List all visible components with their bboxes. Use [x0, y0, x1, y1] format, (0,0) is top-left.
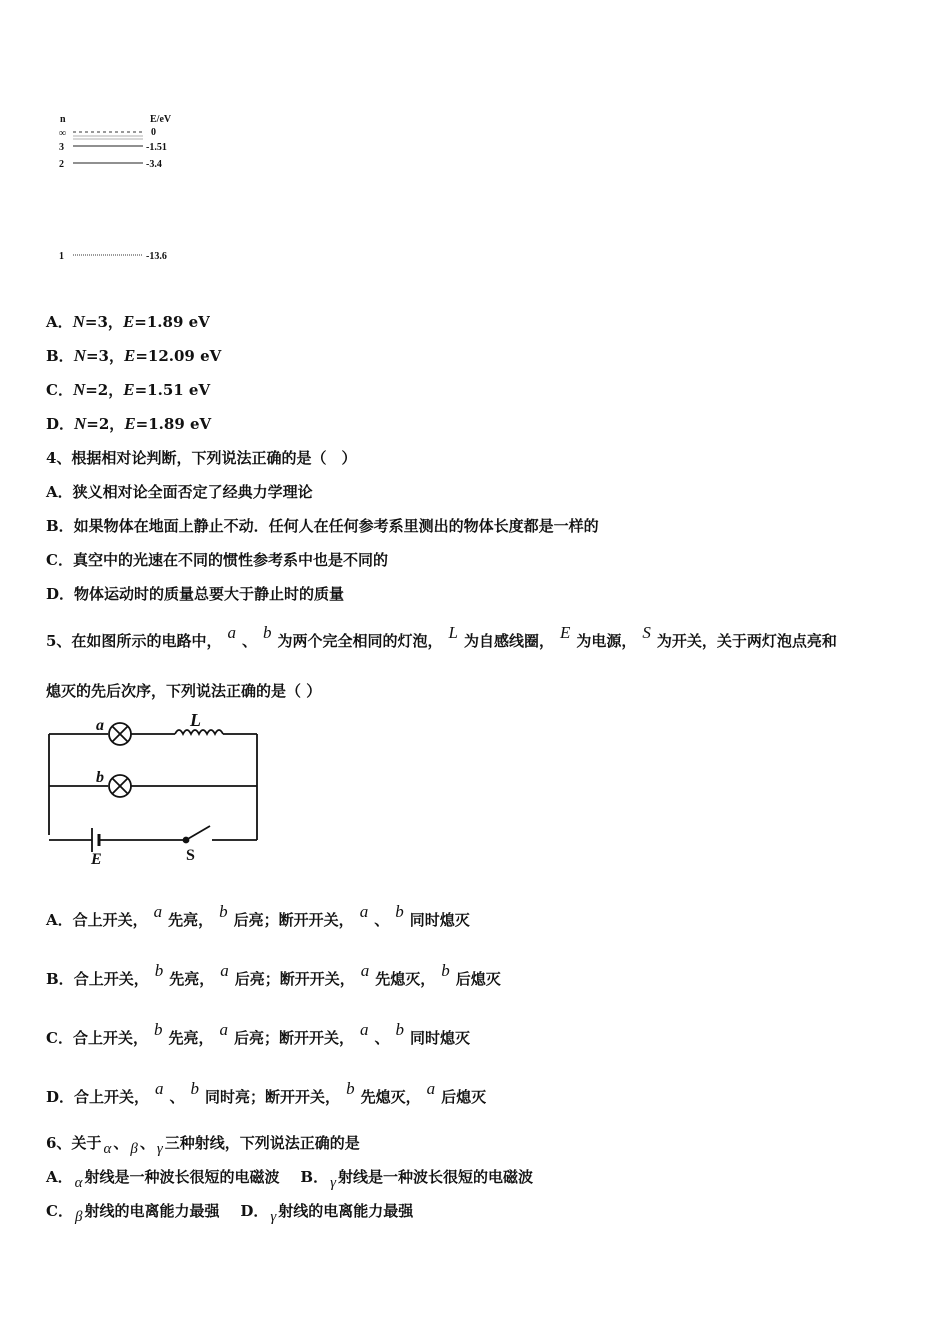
q4-option-a: A．狭义相对论全面否定了经典力学理论 — [46, 483, 313, 501]
q6-options-cd: C． β 射线的电离能力最强 D． γ 射线的电离能力最强 — [46, 1202, 414, 1225]
q3-option-d: D．N=2，E=1.89 eV — [46, 414, 212, 433]
lamp-b-label: b — [96, 769, 104, 786]
inductor-label: L — [190, 710, 201, 730]
q5-stem-line1: 5、在如图所示的电路中， a 、 b 为两个完全相同的灯泡， L 为自感线圈， E 为电源， S 为开关，关于两灯泡点亮和 — [46, 623, 837, 650]
q3-option-b: B．N=3，E=12.09 eV — [46, 346, 222, 365]
level-3-e: -1.51 — [146, 142, 167, 153]
switch-label: S — [186, 847, 195, 864]
q4-option-d: D．物体运动时的质量总要大于静止时的质量 — [46, 585, 345, 603]
circuit-diagram — [40, 710, 270, 870]
q4-option-c: C．真空中的光速在不同的惯性参考系中也是不同的 — [46, 551, 388, 569]
q5-option-a: A．合上开关， a 先亮， b 后亮；断开开关， a 、 b 同时熄灭 — [46, 902, 470, 929]
q4-stem: 4、根据相对论判断，下列说法正确的是（ ） — [46, 449, 357, 467]
q5-option-b: B．合上开关， b 先亮， a 后亮；断开开关， a 先熄灭， b 后熄灭 — [46, 961, 501, 988]
level-inf-n: ∞ — [59, 128, 67, 139]
switch-lever-icon — [186, 826, 210, 840]
q3-option-a: A．N=3，E=1.89 eV — [46, 312, 210, 331]
q4-option-b: B．如果物体在地面上静止不动．任何人在任何参考系里测出的物体长度都是一样的 — [46, 517, 599, 535]
level-3-n: 3 — [59, 142, 64, 153]
q6-stem: 6、关于 α 、 β 、 γ 三种射线，下列说法正确的是 — [46, 1134, 360, 1157]
q5-stem-line2: 熄灭的先后次序，下列说法正确的是（ ） — [46, 682, 322, 700]
q6-options-ab: A． α 射线是一种波长很短的电磁波 B． γ 射线是一种波长很短的电磁波 — [46, 1168, 534, 1191]
level-2-e: -3.4 — [146, 159, 162, 170]
level-2-n: 2 — [59, 159, 64, 170]
energy-level-diagram — [55, 110, 195, 270]
lamp-a-label: a — [96, 717, 104, 734]
level-1-e: -13.6 — [146, 251, 167, 262]
axis-e-label: E/eV — [150, 114, 172, 125]
q3-option-c: C．N=2，E=1.51 eV — [46, 380, 211, 399]
level-1-n: 1 — [59, 251, 64, 262]
q5-option-d: D．合上开关， a 、 b 同时亮；断开开关， b 先熄灭， a 后熄灭 — [46, 1079, 487, 1106]
q5-option-c: C．合上开关， b 先亮， a 后亮；断开开关， a 、 b 同时熄灭 — [46, 1020, 471, 1047]
axis-n-label: n — [60, 114, 66, 125]
level-inf-e: 0 — [151, 127, 156, 138]
inductor-coil-icon — [175, 730, 223, 734]
source-label: E — [91, 851, 102, 868]
